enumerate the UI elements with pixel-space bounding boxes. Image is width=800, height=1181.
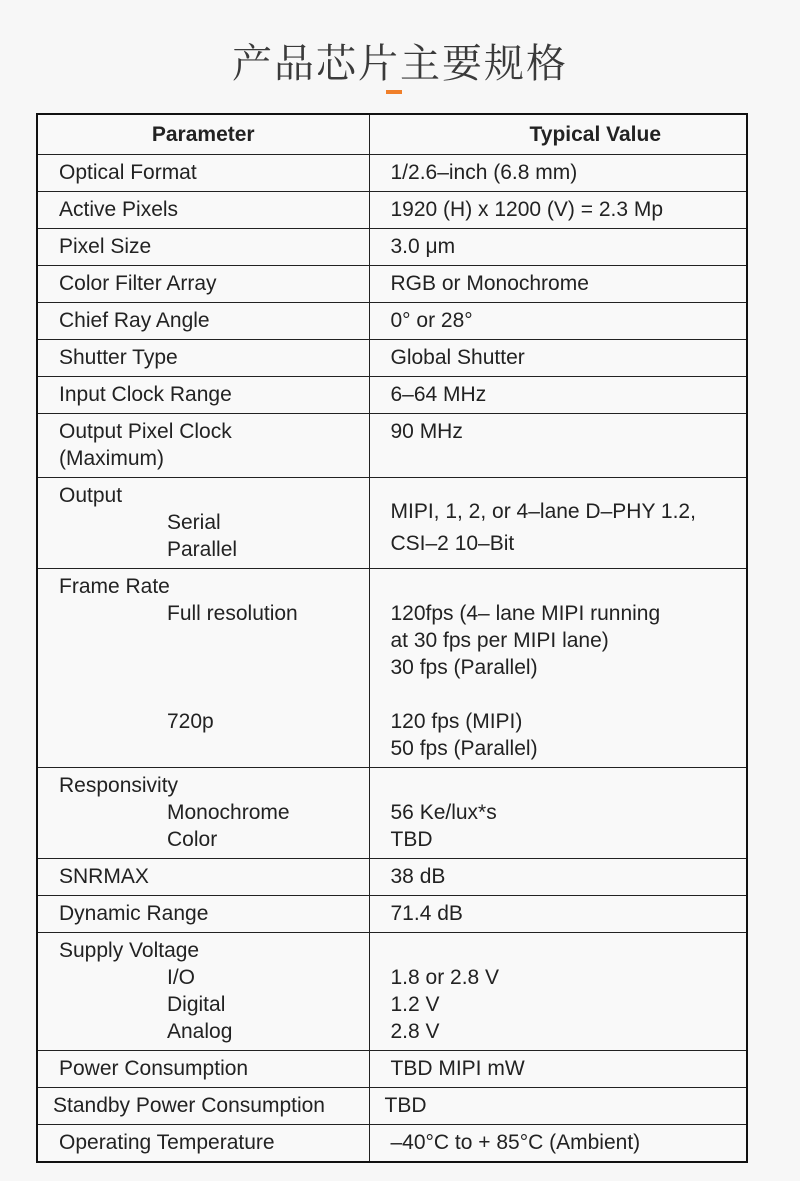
param-sub-label: Monochrome (167, 801, 290, 824)
param-value: 2.8 V (390, 1020, 440, 1043)
table-row (37, 155, 747, 192)
page-title: 产品芯片主要规格 (232, 41, 568, 87)
param-value: 56 Ke/lux*s (390, 801, 497, 824)
param-label: Active Pixels (59, 198, 179, 221)
header-parameter: Parameter (37, 114, 369, 155)
table-row (37, 1051, 747, 1088)
param-value: TBD MIPI mW (390, 1057, 525, 1080)
table-row (37, 192, 747, 229)
param-value: 71.4 dB (390, 902, 463, 925)
param-label: Shutter Type (59, 346, 178, 369)
param-label: Dynamic Range (59, 902, 209, 925)
param-label: Pixel Size (59, 235, 152, 258)
table-row (37, 896, 747, 933)
param-value: 0° or 28° (390, 309, 473, 332)
param-value: at 30 fps per MIPI lane) (390, 629, 609, 652)
table-row (37, 229, 747, 266)
param-value: 50 fps (Parallel) (390, 737, 538, 760)
table-row (37, 1125, 747, 1163)
param-sub-label: Color (167, 828, 218, 851)
table-row (37, 340, 747, 377)
table-row (37, 303, 747, 340)
param-value: MIPI, 1, 2, or 4–lane D–PHY 1.2, (390, 500, 696, 523)
param-value: CSI–2 10–Bit (390, 532, 515, 555)
param-value: 1.2 V (390, 993, 440, 1016)
param-value: 3.0 μm (390, 235, 456, 258)
param-value: 120fps (4– lane MIPI running (390, 602, 661, 625)
table-row (37, 478, 747, 569)
table-row (37, 569, 747, 768)
param-label-note: (Maximum) (59, 447, 164, 470)
title-accent-bar (386, 90, 402, 94)
table-row (37, 933, 747, 1051)
param-sub-label: 720p (167, 710, 214, 733)
param-label: Output Pixel Clock (59, 420, 232, 443)
param-value: 1920 (H) x 1200 (V) = 2.3 Mp (390, 198, 664, 221)
param-sub-label: Digital (167, 993, 226, 1016)
param-label: Output (59, 484, 123, 507)
param-label: Optical Format (59, 161, 197, 184)
table-header-row (37, 114, 747, 155)
header-typical-value: Typical Value (369, 114, 747, 155)
param-value: TBD (390, 828, 433, 851)
param-value: TBD (384, 1094, 427, 1117)
param-sub-label: Analog (167, 1020, 233, 1043)
param-label: Chief Ray Angle (59, 309, 210, 332)
param-label: SNRMAX (59, 865, 149, 888)
param-value: 1/2.6–inch (6.8 mm) (390, 161, 578, 184)
param-value: 6–64 MHz (390, 383, 487, 406)
param-sub-label: Full resolution (167, 602, 298, 625)
param-value: 120 fps (MIPI) (390, 710, 523, 733)
param-label: Responsivity (59, 774, 179, 797)
param-label: Standby Power Consumption (53, 1094, 325, 1117)
param-label: Input Clock Range (59, 383, 232, 406)
param-label: Power Consumption (59, 1057, 249, 1080)
param-label: Supply Voltage (59, 939, 200, 962)
param-value: Global Shutter (390, 346, 525, 369)
param-label: Operating Temperature (59, 1131, 275, 1154)
param-value: 30 fps (Parallel) (390, 656, 538, 679)
param-sub-label: I/O (167, 966, 196, 989)
param-label: Frame Rate (59, 575, 170, 598)
table-row (37, 377, 747, 414)
table-row (37, 414, 747, 478)
param-value: 90 MHz (390, 420, 463, 443)
param-value: 1.8 or 2.8 V (390, 966, 500, 989)
param-value: RGB or Monochrome (390, 272, 589, 295)
table-row (37, 266, 747, 303)
param-sub-label: Parallel (167, 538, 238, 561)
specs-table (36, 113, 748, 1163)
param-value: –40°C to + 85°C (Ambient) (390, 1131, 641, 1154)
param-sub-label: Serial (167, 511, 221, 534)
param-label: Color Filter Array (59, 272, 217, 295)
table-row (37, 859, 747, 896)
table-row (37, 1088, 747, 1125)
param-value: 38 dB (390, 865, 446, 888)
table-row (37, 768, 747, 859)
